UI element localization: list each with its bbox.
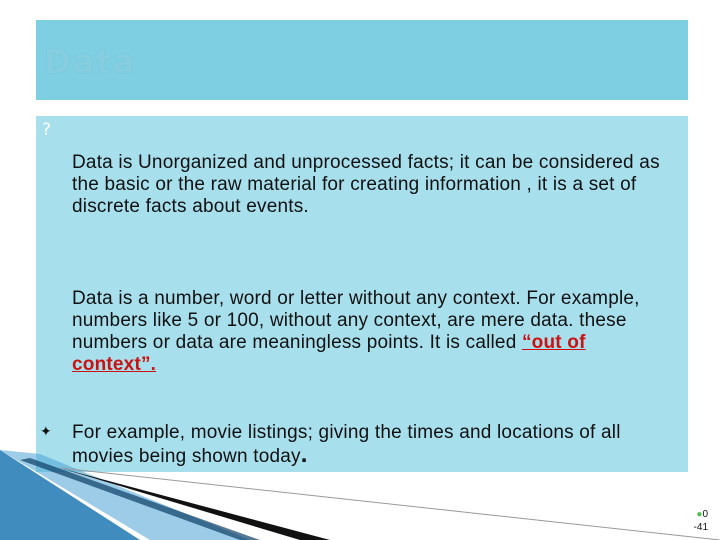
out-of-context-highlight: “out of context”. <box>72 332 586 375</box>
paragraph-definition: Data is Unorganized and unprocessed facts; it can be considered as the basic or the raw material for creating information , it is a set of discrete facts about events. <box>72 152 660 217</box>
paragraph-example-text: For example, movie listings; giving the times and locations of all movies being shown today <box>72 422 621 467</box>
corner-stripe-decoration <box>0 440 720 540</box>
bullet-dot-icon: ● <box>696 509 703 520</box>
paragraph-context-text: Data is a number, word or letter without any context. For example, numbers like 5 or 100, without any context, are mere data. these numbers or data are meaningless points. It is called <box>72 288 640 353</box>
list-marker: ? <box>42 120 52 140</box>
page-number-bottom: -41 <box>693 522 708 533</box>
slide-title: Data <box>44 42 136 81</box>
bullet-icon: ✦ <box>40 424 52 440</box>
title-bar <box>36 20 688 100</box>
page-number <box>694 508 708 534</box>
page-number-top: 0 <box>702 509 708 520</box>
paragraph-context <box>72 288 672 376</box>
paragraph-example-period: . <box>300 441 308 468</box>
content-box <box>36 116 688 472</box>
